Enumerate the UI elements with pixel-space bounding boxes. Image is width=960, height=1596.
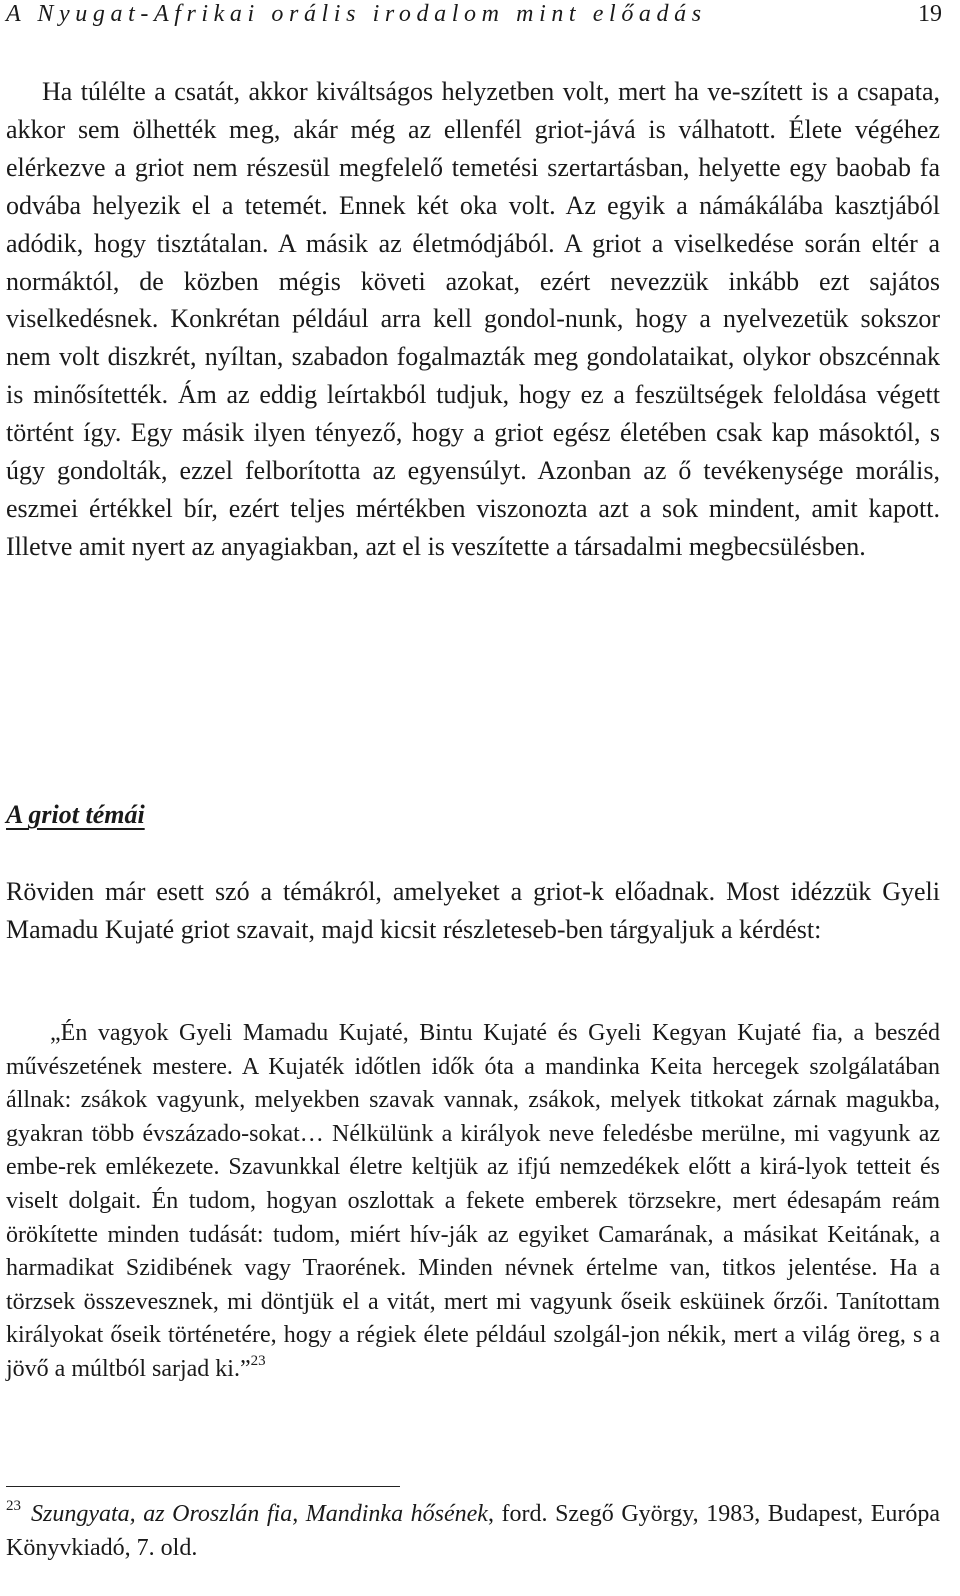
- footnote-separator: [6, 1486, 400, 1487]
- footnote-source-title: Szungyata, az Oroszlán fia, Mandinka hősének: [31, 1501, 488, 1527]
- running-title: A Nyugat-Afrikai orális irodalom mint előadás: [6, 1, 707, 27]
- body-paragraph-2: Röviden már esett szó a témákról, amelyeket a griot-k előadnak. Most idézzük Gyeli Mamadu Kujaté griot szavait, majd kicsit részleteseb-ben tárgyaljuk a kérdést:: [6, 877, 940, 944]
- footnote-number: 23: [6, 1498, 21, 1514]
- footnote-source-details: , ford. Szegő György, 1983, Budapest, Európa Könyvkiadó, 7. old.: [6, 1501, 940, 1561]
- running-header: [6, 0, 942, 32]
- footnote-reference[interactable]: 23: [250, 1352, 266, 1369]
- section-heading: A griot témái: [6, 800, 145, 829]
- block-quote: [6, 1017, 940, 1387]
- footnote: [6, 1497, 940, 1565]
- body-paragraph-1: Ha túlélte a csatát, akkor kiváltságos helyzetben volt, mert ha ve-szített is a csapata, akkor sem ölhették meg, akár még az ellenfél griot-jává is válhatott. Élete végéhez elérkezve a griot nem részesül megfelelő temetési szertartásban, helyette egy baobab fa odvába helyezik el a tetemét. Ennek két oka volt. Az egyik a námákálába kasztjából adódik, hogy tisztátalan. A másik az életmódjából. A griot a viselkedése során eltér a normáktól, de közben mégis követi azokat, ezért nevezzük inkább ezt sajátos viselkedésnek. Konkrétan például arra kell gondol-nunk, hogy a nyelvezetük sokszor nem volt diszkrét, nyíltan, szabadon fogalmazták meg gondolataikat, olykor obszcénnak is minősítették. Ám az eddig leírtakból tudjuk, hogy ez a feszültségek feloldása végett történt így. Egy másik ilyen tényező, hogy a griot egész életében csak kap másoktól, s úgy gondolták, ezzel felborította az egyensúlyt. Azonban az ő tevékenysége morális, eszmei értékkel bír, ezért teljes mértékben viszonozta azt a sok mindent, amit kapott. Illetve amit nyert az anyagiakban, azt el is veszítette a társadalmi megbecsülésben.: [6, 77, 940, 561]
- quote-text: „Én vagyok Gyeli Mamadu Kujaté, Bintu Kujaté és Gyeli Kegyan Kujaté fia, a beszéd művészetének mestere. A Kujaték időtlen idők óta a mandinka Keita hercegek szolgálatában állnak: zsákok vagyunk, melyekben szavak vannak, zsákok, melyek titkokat zárnak magukba, gyakran több évszázado-sokat… Nélkülünk a királyok neve feledésbe merülne, mi vagyunk az embe-rek emlékezete. Szavunkkal életre keltjük az ifjú nemzedékek előtt a kirá-lyok tetteit és viselt dolgait. Én tudom, hogyan oszlottak a fekete emberek törzsekre, mert édesapám reám örökítette minden tudását: tudom, miért hív-ják az egyiket Camarának, a másikat Keitának, a harmadikat Szidibének vagy Traorének. Minden névnek értelme van, titkos jelentése. Ha a törzsek összevesznek, mi döntjük el a vitát, mert mi vagyunk őseik esküinek őrzői. Tanítottam királyokat őseik történetére, hogy a régiek élete például szolgál-jon nékik, mert a világ öreg, s a jövő a múltból sarjad ki.”: [6, 1020, 940, 1382]
- page-number: 19: [918, 1, 942, 27]
